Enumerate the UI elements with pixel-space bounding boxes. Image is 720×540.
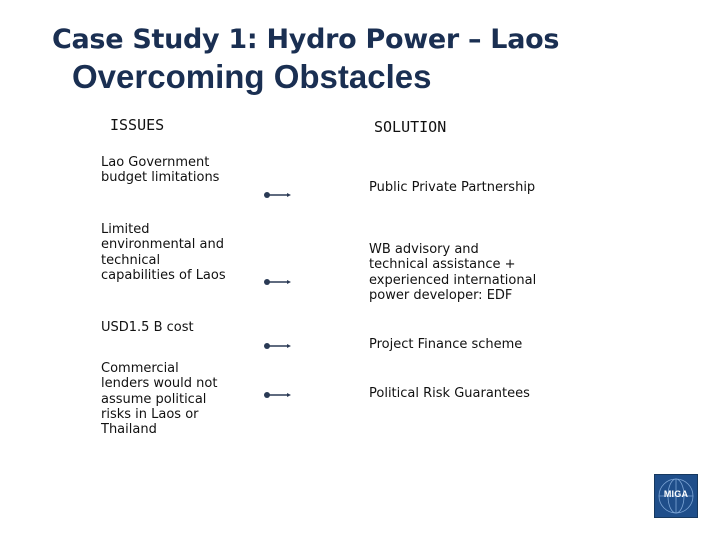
- solution-item: Political Risk Guarantees: [369, 386, 530, 401]
- slide-title: Case Study 1: Hydro Power – Laos: [52, 24, 560, 55]
- logo-text: MIGA: [663, 489, 689, 499]
- arrow-connector-icon: [263, 190, 293, 200]
- solution-header: SOLUTION: [374, 118, 447, 136]
- arrow-connector-icon: [263, 390, 293, 400]
- solution-item: Public Private Partnership: [369, 180, 536, 195]
- arrow-connector-icon: [263, 341, 293, 351]
- issues-header: ISSUES: [110, 116, 165, 134]
- slide-subtitle: Overcoming Obstacles: [72, 58, 432, 95]
- arrow-connector-icon: [263, 277, 293, 287]
- issue-item: Limited environmental and technical capabilities of Laos: [101, 222, 226, 283]
- issue-item: Commercial lenders would not assume political risks in Laos or Thailand: [101, 361, 218, 438]
- issue-item: Lao Government budget limitations: [101, 155, 220, 186]
- miga-logo: [654, 474, 698, 518]
- solution-item: WB advisory and technical assistance + experienced international power developer: EDF: [369, 242, 537, 303]
- solution-item: Project Finance scheme: [369, 337, 523, 352]
- issue-item: USD1.5 B cost: [101, 320, 194, 335]
